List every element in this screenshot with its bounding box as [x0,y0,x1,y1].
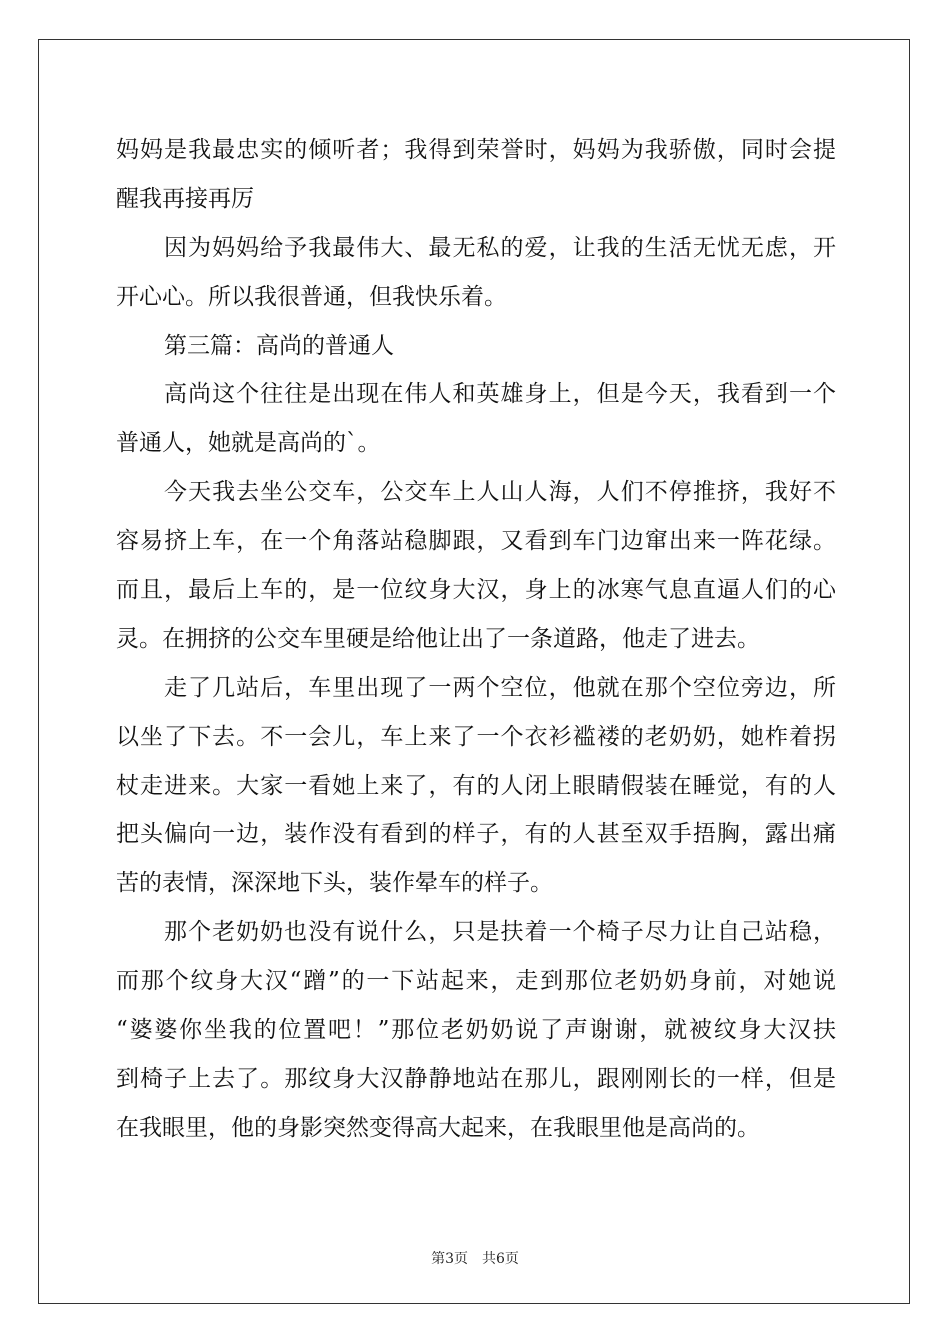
page-footer [0,1248,950,1268]
text-line: 灵。在拥挤的公交车里硬是给他让出了一条道路，他走了进去。 [116,625,760,652]
text-line: 醒我再接再厉 [116,185,254,212]
page-total: 共6页 [482,1251,519,1267]
text-line: 杖走进来。大家一看她上来了，有的人闭上眼睛假装在睡觉，有的人 [116,772,836,799]
text-line: 而且，最后上车的，是一位纹身大汉，身上的冰寒气息直逼人们的心 [116,577,836,604]
text-line: 开心心。所以我很普通，但我快乐着。 [116,283,507,310]
text-line: “婆婆你坐我的位置吧！”那位老奶奶说了声谢谢，就被纹身大汉扶 [116,1017,836,1044]
text-line: 妈妈是我最忠实的倾听者；我得到荣誉时，妈妈为我骄傲，同时会提 [116,137,836,163]
text-line: 以坐了下去。不一会儿，车上来了一个衣衫褴褛的老奶奶，她柞着拐 [116,723,836,750]
text-line: 普通人，她就是高尚的`。 [116,430,381,457]
text-line: 容易挤上车，在一个角落站稳脚跟，又看到车门边窜出来一阵花绿。 [116,528,836,555]
text-line: 那个老奶奶也没有说什么，只是扶着一个椅子尽力让自己站稳， [164,919,836,946]
document-body [116,126,836,1153]
text-line: 今天我去坐公交车，公交车上人山人海，人们不停推挤，我好不 [164,479,836,506]
text-line: 因为妈妈给予我最伟大、最无私的爱，让我的生活无忧无虑，开 [164,234,836,261]
text-line: 走了几站后，车里出现了一两个空位，他就在那个空位旁边，所 [164,674,836,701]
text-line: 第三篇：高尚的普通人 [164,332,394,359]
text-line: 高尚这个往往是出现在伟人和英雄身上，但是今天，我看到一个 [164,381,836,408]
text-line: 在我眼里，他的身影突然变得高大起来，在我眼里他是高尚的。 [116,1114,760,1141]
text-line: 把头偏向一边，装作没有看到的样子，有的人甚至双手捂胸，露出痛 [116,821,836,848]
text-line: 而那个纹身大汉“蹭”的一下站起来，走到那位老奶奶身前，对她说 [116,968,836,995]
page-number: 第3页 [431,1251,468,1267]
text-line: 苦的表情，深深地下头，装作晕车的样子。 [116,870,553,897]
text-line: 到椅子上去了。那纹身大汉静静地站在那儿，跟刚刚长的一样，但是 [116,1065,836,1092]
